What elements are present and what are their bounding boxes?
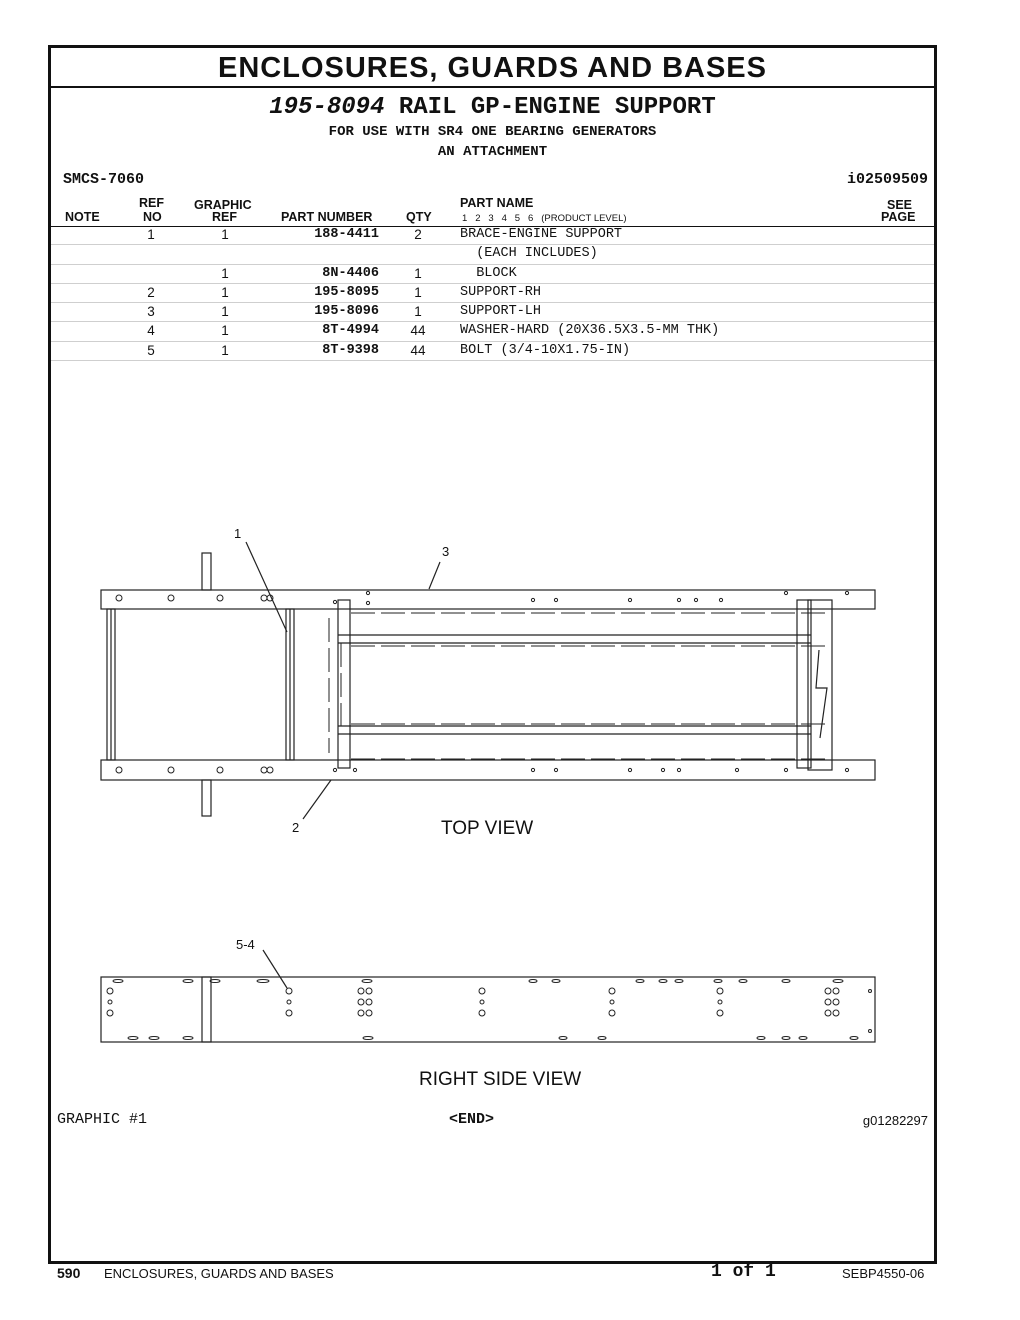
part-name: SUPPORT-LH xyxy=(460,304,542,320)
footer-section: ENCLOSURES, GUARDS AND BASES xyxy=(104,1266,334,1281)
part-number: 195-8095 xyxy=(314,284,379,300)
qty: 1 xyxy=(414,284,422,300)
part-name: (EACH INCLUDES) xyxy=(460,246,598,262)
graphic-ref: 1 xyxy=(221,342,229,358)
part-number: 188-4411 xyxy=(314,227,379,242)
part-name: BLOCK xyxy=(460,265,517,281)
callout-2: 2 xyxy=(292,820,300,835)
ref-no: 3 xyxy=(147,304,155,320)
callout-3: 3 xyxy=(442,544,450,559)
col-see-top: SEE xyxy=(887,198,913,212)
col-graphic-top: GRAPHIC xyxy=(194,198,252,212)
page-number: 590 xyxy=(57,1265,81,1281)
smcs-code: SMCS-7060 xyxy=(63,171,145,188)
graphic-ref: 1 xyxy=(221,227,229,242)
side-view-rail xyxy=(101,977,875,1042)
doc-id: SEBP4550-06 xyxy=(842,1266,925,1281)
callout-5-4: 5-4 xyxy=(236,937,255,952)
qty: 2 xyxy=(414,227,422,242)
ref-no: 4 xyxy=(147,323,155,339)
callout-1: 1 xyxy=(234,526,242,541)
qty: 1 xyxy=(414,265,422,281)
col-graphic-bottom: REF xyxy=(212,210,237,224)
col-ref-top: REF xyxy=(139,196,164,210)
section-title: ENCLOSURES, GUARDS AND BASES xyxy=(51,48,934,88)
ref-no: 5 xyxy=(147,342,155,358)
ref-no: 1 xyxy=(147,227,155,242)
part-name-heading: RAIL GP-ENGINE SUPPORT xyxy=(398,94,716,121)
callout-3-leader xyxy=(429,562,440,589)
col-part-number: PART NUMBER xyxy=(281,210,373,224)
part-number: 8T-9398 xyxy=(322,342,379,358)
graphic-id: g01282297 xyxy=(862,1113,928,1128)
part-name: BOLT (3/4-10X1.75-IN) xyxy=(460,342,631,358)
graphic-ref: 1 xyxy=(221,304,229,320)
callout-2-leader xyxy=(303,780,331,819)
inner-support-left xyxy=(338,600,350,768)
part-number: 8T-4994 xyxy=(322,323,379,339)
col-product-levels: 1 2 3 4 5 6 (PRODUCT LEVEL) xyxy=(462,213,627,224)
part-number-heading: 195-8094 xyxy=(269,94,385,121)
illustration-id: i02509509 xyxy=(846,171,928,188)
qty: 44 xyxy=(410,323,426,339)
page-of: 1 of 1 xyxy=(711,1262,776,1282)
page-frame xyxy=(48,45,937,1264)
col-qty: QTY xyxy=(406,210,432,224)
col-ref-bottom: NO xyxy=(143,210,162,224)
qty: 44 xyxy=(410,342,426,358)
usage-note: FOR USE WITH SR4 ONE BEARING GENERATORS xyxy=(328,124,657,140)
graphic-ref: 1 xyxy=(221,284,229,300)
graphic-ref: 1 xyxy=(221,323,229,339)
qty: 1 xyxy=(414,304,422,320)
part-number: 8N-4406 xyxy=(322,265,379,281)
col-see-bottom: PAGE xyxy=(881,210,916,224)
part-name: WASHER-HARD (20X36.5X3.5-MM THK) xyxy=(460,323,720,339)
col-note: NOTE xyxy=(65,210,100,224)
side-post xyxy=(202,977,211,1042)
inner-support-right xyxy=(797,600,811,768)
col-part-name: PART NAME xyxy=(460,196,534,210)
callout-1-leader xyxy=(246,542,287,632)
part-name: BRACE-ENGINE SUPPORT xyxy=(460,227,623,242)
top-post-upper xyxy=(202,553,211,590)
part-name: SUPPORT-RH xyxy=(460,284,542,300)
ref-no: 2 xyxy=(147,284,155,300)
attachment-note: AN ATTACHMENT xyxy=(437,144,548,160)
top-post-lower xyxy=(202,780,211,816)
end-marker: <END> xyxy=(449,1111,495,1128)
part-number: 195-8096 xyxy=(314,304,379,320)
graphic-ref: 1 xyxy=(221,265,229,281)
graphic-label: GRAPHIC #1 xyxy=(57,1111,148,1128)
right-side-view-label: RIGHT SIDE VIEW xyxy=(419,1069,582,1090)
top-view-label: TOP VIEW xyxy=(441,818,534,839)
